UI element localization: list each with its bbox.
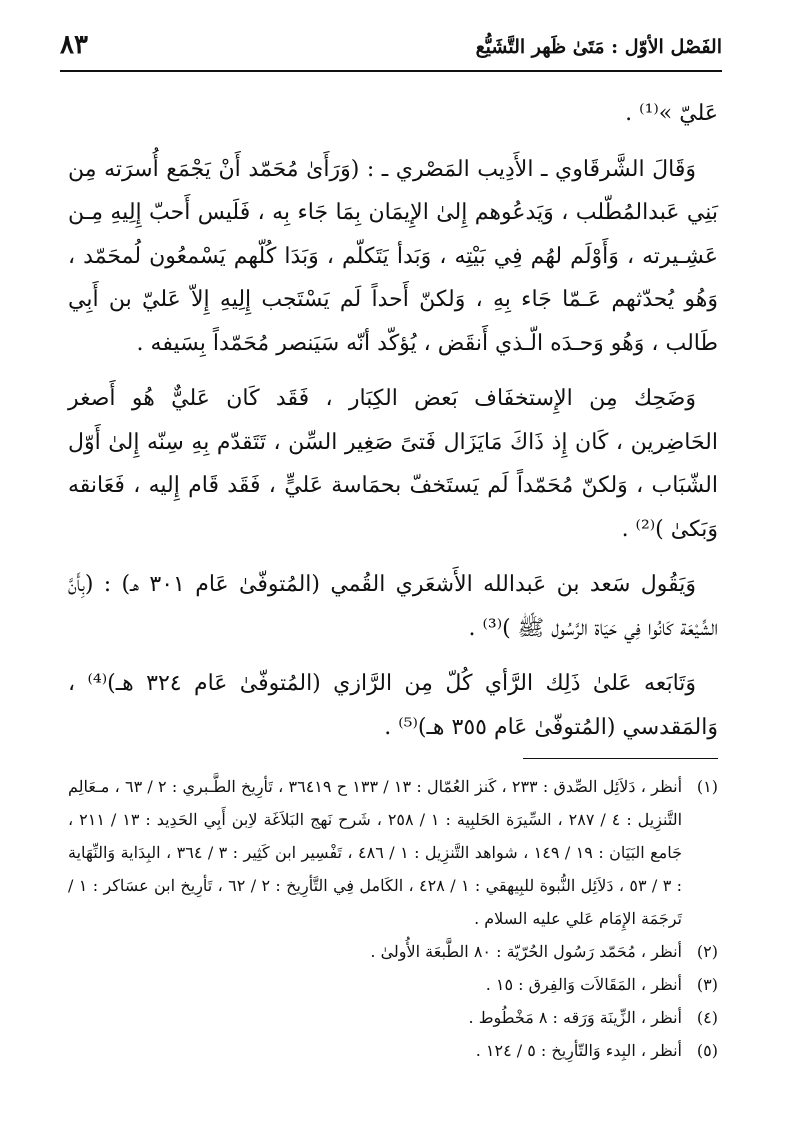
footnote-text: أنظر ، دَلاَئِل الصِّدق : ٢٣٣ ، كَنز العُمّال : ١٣ / ١٣٣ ح ٣٦٤١٩ ، تَأرِيخ الطَّـبري : ٢ / ٦٣ ، مـعَالِم التَّنزِيل : ٤ / ٢٨٧ ، السِّيرَة الحَلبِية : ١ / ٢٥٨ ، شَرح نَهج البَلاَغَة لاِبن أَبِي الحَدِيد : ١٣ / ٢١١ ، جَامع البَيَان : ١٩ / ١٤٩ ، شواهد التَّنزِيل : ١ / ٤٨٦ ، تَفْسِير ابن كَثِير : ٣ / ٣٦٤ ، البِدَاية وَالنِّهَاية : ٣ / ٥٣ ، دَلاَئِل النُّبوة للبِيهقي : ١ / ٤٢٨ ، الكَامل فِي التَّأرِيخ : ٢ / ٦٢ ، تَأرِيخ ابن عسَاكر : ١ / تَرجَمَة الإِمَام عَلي عليه السلام . [68, 777, 683, 928]
footnote-text: أنظر ، مُحَمّد رَسُول الحُرّيّة : ٨٠ الطَّبعَة الأُولىٰ . [370, 942, 682, 961]
running-header [60, 30, 722, 70]
footnote-divider [523, 758, 718, 759]
paragraph-ashari-quote: وَيَقُول سَعد بن عَبدالله الأَشعَري القُمي (المُتوفّىٰ عَام ٣٠١ هـ) : (بِأَنَّ الشِّيْعَة كَانُوا فِي حَيَاة الرَّسُول ﷺ )⁽³⁾ . [68, 572, 718, 641]
footnotes [68, 770, 718, 1067]
footnote-item [68, 770, 718, 935]
paragraph-sharqawi-quote: وَقَالَ الشَّرقَاوي ـ الأَدِيب المَصْري ـ : (وَرَأَىٰ مُحَمّد أَنْ يَجْمَع أُسرَته مِن بَنِي عَبدالمُطّلب ، وَيَدعُوهم إِلىٰ الإِيمَان بِمَا جَاء بِه ، فَلَيس أَحبّ إِلِيهِ مِـن عَشِـيرته ، وَأَوْلَم لهُم فِي بَيْتِه ، وَبَدأ يَتَكلّم ، وَبَدَا كُلّهم يَسْمعُون لُمحَمّد ، وَهُو يُحدّثهم عَـمّا جَاء بِهِ ، وَلكنّ أَحداً لَم يَسْتَجب إِلِيهِ إِلاّ عَليّ بن أَبِي طَالب ، وَهُو وَحـدَه الّـذي أَنقَض ، يُؤكّد أنّه سَيَنصر مُحَمّداً بِسَيفه . [68, 156, 718, 356]
header-divider [60, 70, 722, 72]
footnote-text: أنظر ، الزِّينَة وَرَقه : ٨ مَخْطُوط . [468, 1008, 682, 1027]
main-text [68, 92, 718, 761]
footnote-number: (٣) [696, 975, 718, 994]
page-number: ٨٣ [60, 30, 88, 60]
paragraph-continuation: عَليّ »⁽¹⁾ . [625, 101, 718, 126]
footnote-item [68, 968, 718, 1001]
footnote-item [68, 1001, 718, 1034]
footnote-text: أنظر ، البِدء وَالتّأرِيخ : ٥ / ١٢٤ . [475, 1041, 682, 1060]
paragraph-razi-maqdisi: وَتَابَعه عَلىٰ ذَلِك الرَّأي كُلّ مِن الرَّازي (المُتوفّىٰ عَام ٣٢٤ هـ)⁽⁴⁾ ، وَالمَقدسي (المُتوفّىٰ عَام ٣٥٥ هـ)⁽⁵⁾ . [68, 671, 718, 740]
footnote-number: (١) [696, 777, 718, 796]
footnote-item [68, 935, 718, 968]
footnote-item [68, 1034, 718, 1067]
footnote-text: أنظر ، المَقَالاَت وَالفِرق : ١٥ . [485, 975, 682, 994]
footnote-number: (٤) [696, 1008, 718, 1027]
footnote-number: (٢) [696, 942, 718, 961]
chapter-title: الفَصْل الأوّل : مَتَىٰ ظَهر التَّشَيُّع [475, 36, 722, 58]
footnote-number: (٥) [696, 1041, 718, 1060]
paragraph-laughter: وَضَحِك مِن الإِستخفَاف بَعض الكِبَار ، فَقَد كَان عَليٌّ هُو أَصغر الحَاضِرين ، كَان إِذ ذَاكَ مَايَزَال فَتىً صَغِير السِّن ، تَتَقدّم بِهِ سِنّه إِلىٰ أَوّل الشّبَاب ، وَلكنّ مُحَمّداً لَم يَستَخفّ بحمَاسة عَليٍّ ، فَقَد قَام إِليه ، فَعَانقه وَبَكىٰ )⁽²⁾ . [68, 386, 718, 542]
